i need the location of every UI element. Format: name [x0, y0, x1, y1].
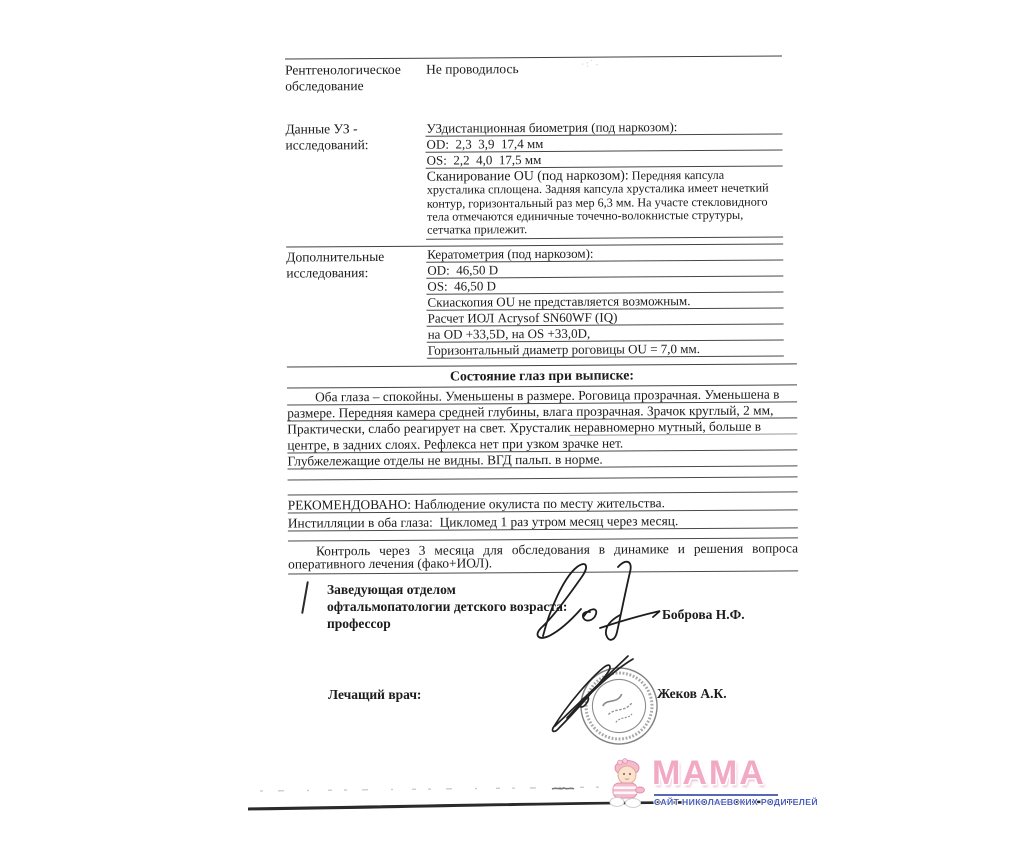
- additional-label-line1: Дополнительные: [286, 249, 385, 266]
- scan-speckle-blob: [552, 788, 574, 789]
- discharge-section-title: Состояние глаз при выписке:: [287, 365, 797, 389]
- recommended-line: РЕКОМЕНДОВАНО: Наблюдение окулиста по месту жительства.: [288, 492, 798, 513]
- discharge-line: Оба глаза – спокойны. Уменьшены в размере. Роговица прозрачная. Уменьшена в: [287, 386, 797, 405]
- watermark-subtitle: САЙТ НИКОЛАЕВСКИХ РОДИТЕЛЕЙ: [654, 796, 818, 807]
- xray-label-line2: обследование: [285, 78, 364, 94]
- head-title-line3: профессор: [327, 616, 391, 631]
- attending-doctor-label: Лечащий врач:: [328, 687, 422, 702]
- discharge-line: Глубжележащие отделы не видны. ВГД пальп. в норме.: [287, 450, 797, 469]
- additional-label-line2: исследования:: [286, 265, 369, 282]
- ultrasound-os-row: OS: 2,2 4,0 17,5 мм: [426, 151, 783, 169]
- medical-document: [285, 55, 798, 574]
- head-title-line2: офтальмопатологии детского возраста:: [327, 599, 568, 614]
- scan-lead: Сканирование OU (под наркозом):: [426, 167, 629, 184]
- ultrasound-od-row: OD: 2,3 3,9 17,4 мм: [425, 135, 782, 153]
- ultrasound-values: [425, 119, 783, 241]
- margin-slash-mark: [301, 581, 308, 614]
- discharge-line: центре, в задних слоях. Рефлекса нет при узком зрачке нет.: [287, 434, 797, 453]
- ultrasound-biometry-title: УЗдистанционная биометрия (под наркозом):: [425, 119, 782, 137]
- ultrasound-label-line2: исследований:: [285, 137, 369, 153]
- additional-values: [426, 245, 784, 359]
- keratometry-od: OD: 46,50 D: [426, 261, 783, 279]
- additional-label: [286, 247, 427, 360]
- section-ultrasound: [285, 119, 783, 242]
- keratometry-title: Кератометрия (под наркозом):: [426, 245, 783, 263]
- xray-label: [285, 62, 425, 95]
- discharge-line-text: Практически, слабо реагирует на свет. Хрусталик неравномерно мутный, больше в: [287, 418, 762, 437]
- ultrasound-label-line1: Данные УЗ -: [285, 121, 358, 137]
- iol-calc-row: Расчет ИОЛ Acrysof SN60WF (IQ): [427, 309, 784, 327]
- doctor-name: Жеков А.К.: [657, 686, 727, 701]
- instillation-line: Инстилляции в оба глаза: Цикломед 1 раз утром месяц через месяц.: [288, 510, 798, 531]
- head-signature: [515, 556, 670, 658]
- control-line1: Контроль через 3 месяца для обследования в динамике и решения вопроса: [315, 540, 799, 559]
- section-additional: [286, 245, 784, 360]
- scan-body: Передняя капсула хрусталика сплощена. Задняя капсула хрусталика имеет нечеткий контур, горизонтальный раз мер 6,3 мм. На участе стекловидного тела отмечаются единичные точечно-волокнистые струтуры, сетчатка прилежит.: [426, 167, 769, 237]
- head-name: Боброва Н.Ф.: [662, 607, 745, 622]
- baby-icon: [606, 758, 650, 810]
- section-xray: [285, 56, 782, 95]
- keratometry-os: OS: 46,50 D: [426, 277, 783, 295]
- skiascopy-row: Скиаскопия OU не представляется возможным.: [426, 293, 783, 311]
- xray-value: Не проводилось: [426, 61, 519, 77]
- control-line2: оперативного лечения (фако+ИОЛ).: [288, 555, 493, 573]
- ultrasound-label: [285, 121, 426, 241]
- cornea-diameter-row: Горизонтальный диаметр роговицы OU = 7,0 мм.: [427, 341, 784, 359]
- scan-artifact: ·:˙.: [580, 56, 601, 70]
- iol-values-row: на OD +33,5D, на OS +33,0D,: [427, 325, 784, 343]
- discharge-line: размере. Передняя камера средней глубины, влага прозрачная. Зрачок круглый, 2 мм,: [287, 402, 797, 421]
- site-watermark: [606, 750, 816, 814]
- doctor-signature-and-stamp: [540, 648, 670, 756]
- head-title-line1: Заведующая отделом: [327, 582, 456, 597]
- ultrasound-scan-paragraph: [426, 167, 783, 241]
- xray-label-line1: Рентгенологическое: [285, 61, 401, 78]
- watermark-title: МАМА: [652, 754, 766, 792]
